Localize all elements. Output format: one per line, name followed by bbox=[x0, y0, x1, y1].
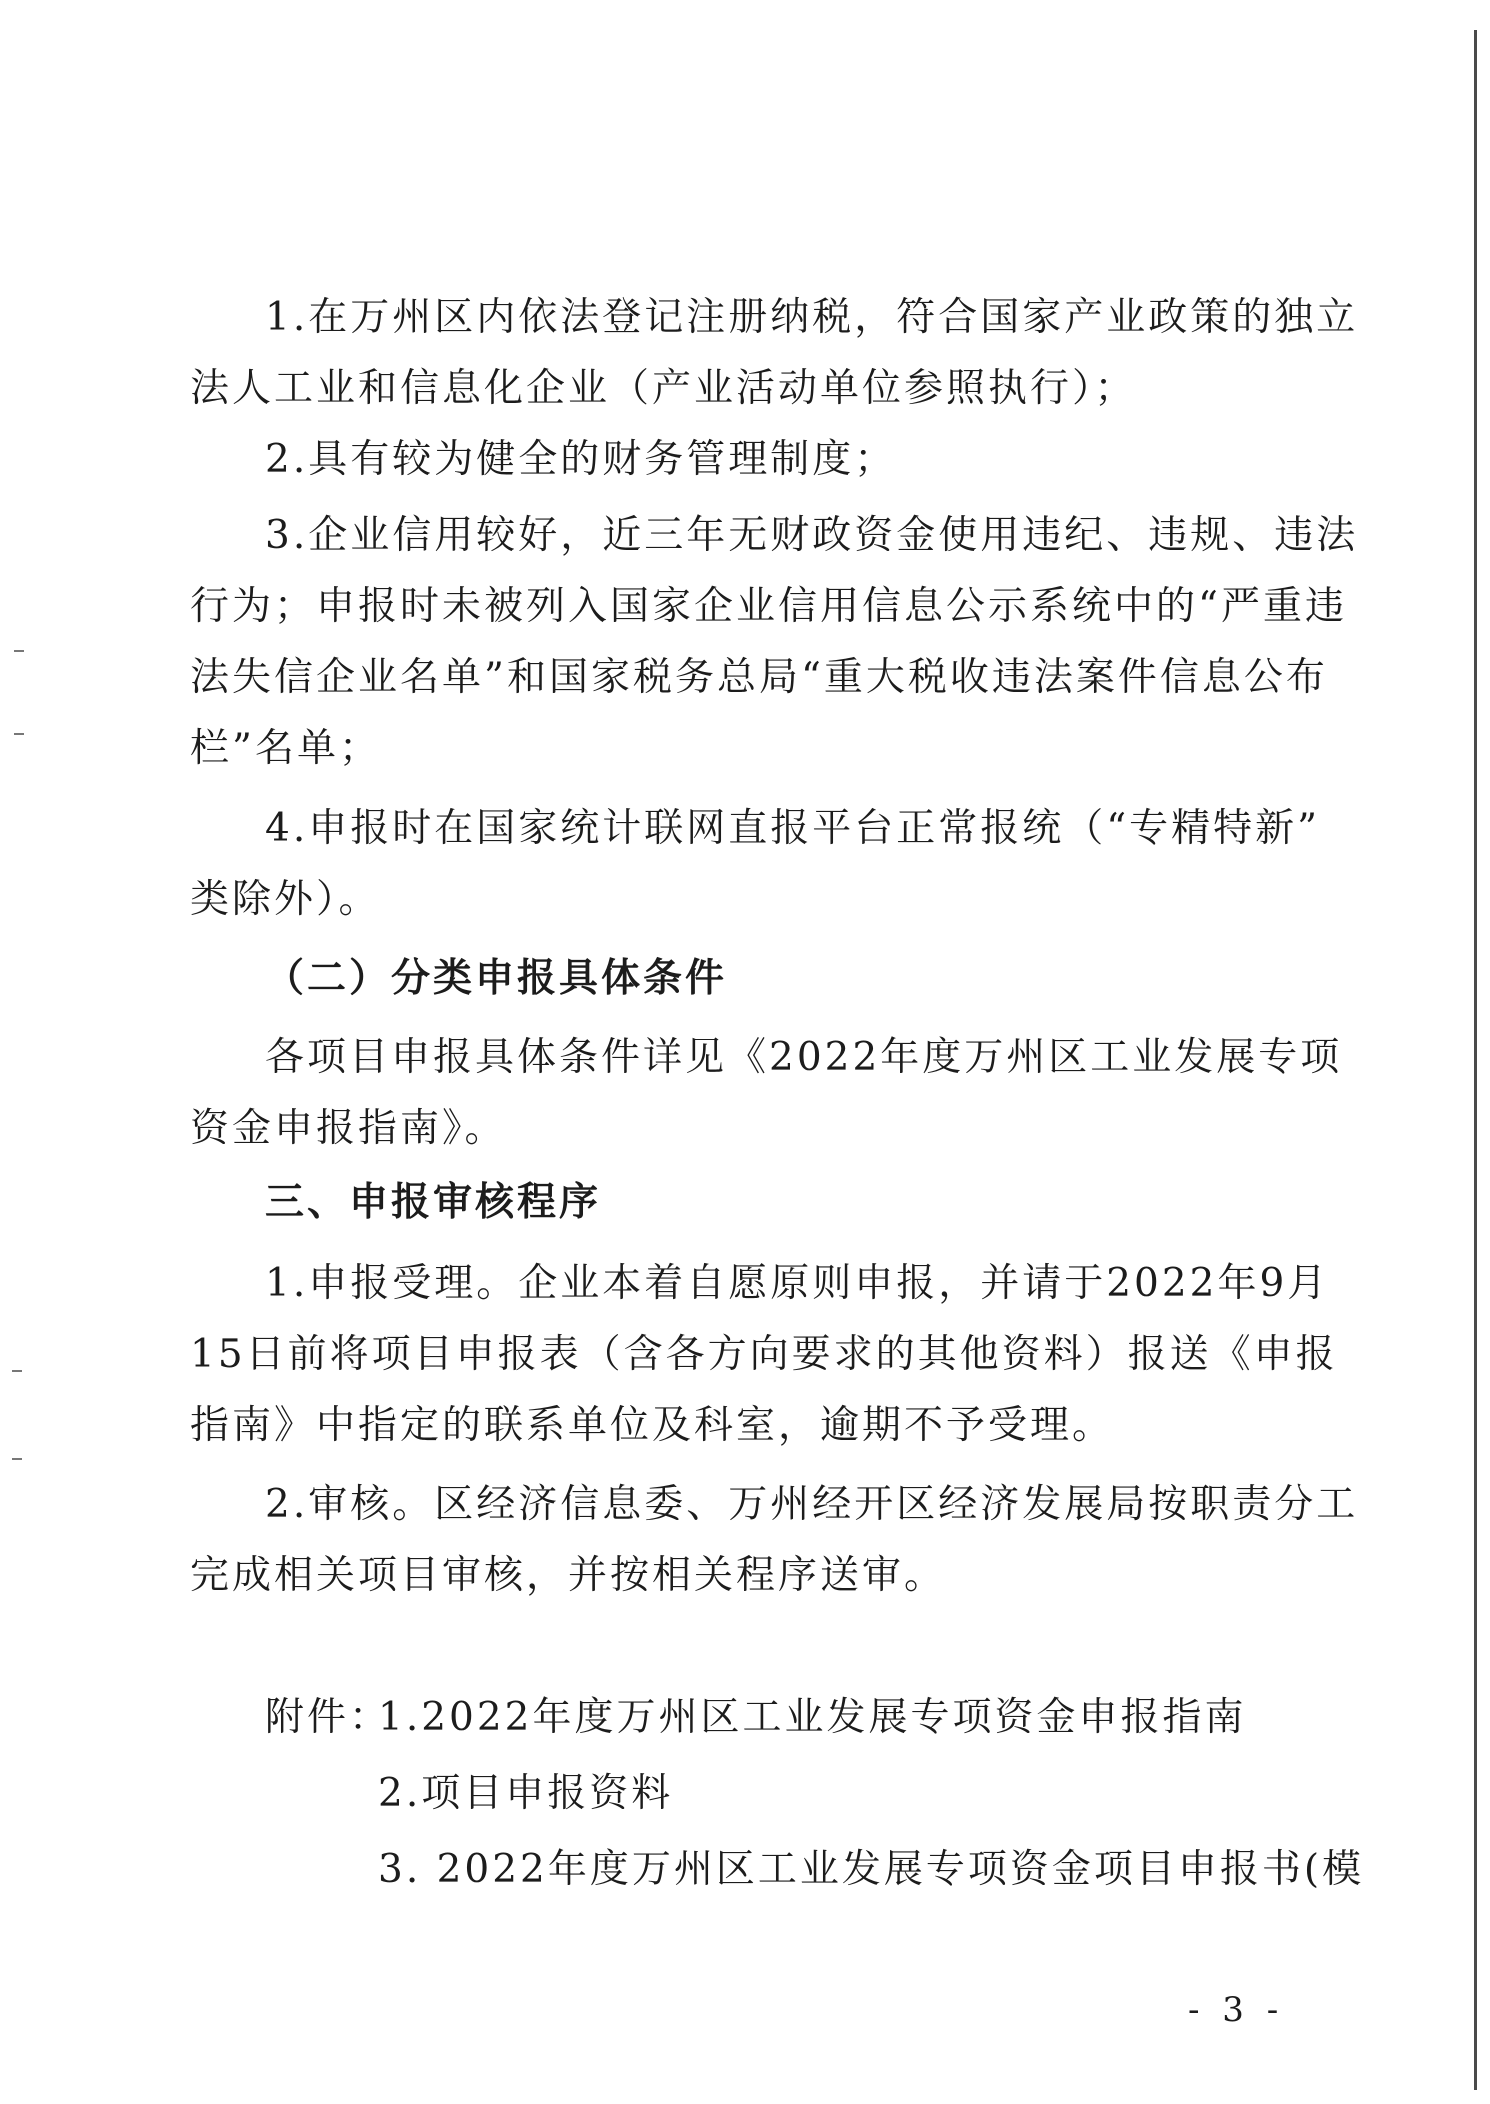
step-1-line-1: 1.申报受理。企业本着自愿原则申报，并请于2022年9月 bbox=[265, 1261, 1330, 1306]
binding-edge-line bbox=[1474, 30, 1477, 2090]
step-1-line-3: 指南》中指定的联系单位及科室，逾期不予受理。 bbox=[190, 1403, 1115, 1448]
item-3-line-4: 栏”名单； bbox=[190, 726, 381, 771]
item-2-line-1: 2.具有较为健全的财务管理制度； bbox=[265, 437, 897, 482]
subsection-2-line-1: 各项目申报具体条件详见《2022年度万州区工业发展专项 bbox=[265, 1035, 1343, 1080]
page-number: - 3 - bbox=[1188, 1990, 1285, 2030]
scan-mark bbox=[14, 650, 24, 652]
attachment-1: 1.2022年度万州区工业发展专项资金申报指南 bbox=[378, 1695, 1247, 1740]
item-1-line-2: 法人工业和信息化企业（产业活动单位参照执行）； bbox=[190, 366, 1137, 411]
step-1-line-2: 15日前将项目申报表（含各方向要求的其他资料）报送《申报 bbox=[190, 1332, 1338, 1377]
scan-mark bbox=[12, 1370, 22, 1372]
item-1-line-1: 1.在万州区内依法登记注册纳税，符合国家产业政策的独立 bbox=[265, 295, 1359, 340]
scan-mark bbox=[14, 733, 24, 735]
scan-mark bbox=[12, 1458, 22, 1460]
item-4-line-1: 4.申报时在国家统计联网直报平台正常报统（“专精特新” bbox=[265, 806, 1321, 851]
item-3-line-2: 行为；申报时未被列入国家企业信用信息公示系统中的“严重违 bbox=[190, 584, 1347, 629]
attachment-2: 2.项目申报资料 bbox=[378, 1771, 674, 1816]
subsection-2-line-2: 资金申报指南》。 bbox=[190, 1106, 507, 1151]
step-2-line-2: 完成相关项目审核，并按相关程序送审。 bbox=[190, 1553, 947, 1598]
item-3-line-1: 3.企业信用较好，近三年无财政资金使用违纪、违规、违法 bbox=[265, 513, 1359, 558]
subsection-2-heading: （二）分类申报具体条件 bbox=[265, 956, 728, 1001]
attachments-label: 附件： bbox=[265, 1695, 392, 1740]
attachment-3: 3. 2022年度万州区工业发展专项资金项目申报书(模 bbox=[378, 1847, 1365, 1892]
item-4-line-2: 类除外）。 bbox=[190, 877, 381, 922]
step-2-line-1: 2.审核。区经济信息委、万州经开区经济发展局按职责分工 bbox=[265, 1482, 1359, 1527]
item-3-line-3: 法失信企业名单”和国家税务总局“重大税收违法案件信息公布 bbox=[190, 655, 1328, 700]
section-3-heading: 三、申报审核程序 bbox=[265, 1180, 602, 1225]
